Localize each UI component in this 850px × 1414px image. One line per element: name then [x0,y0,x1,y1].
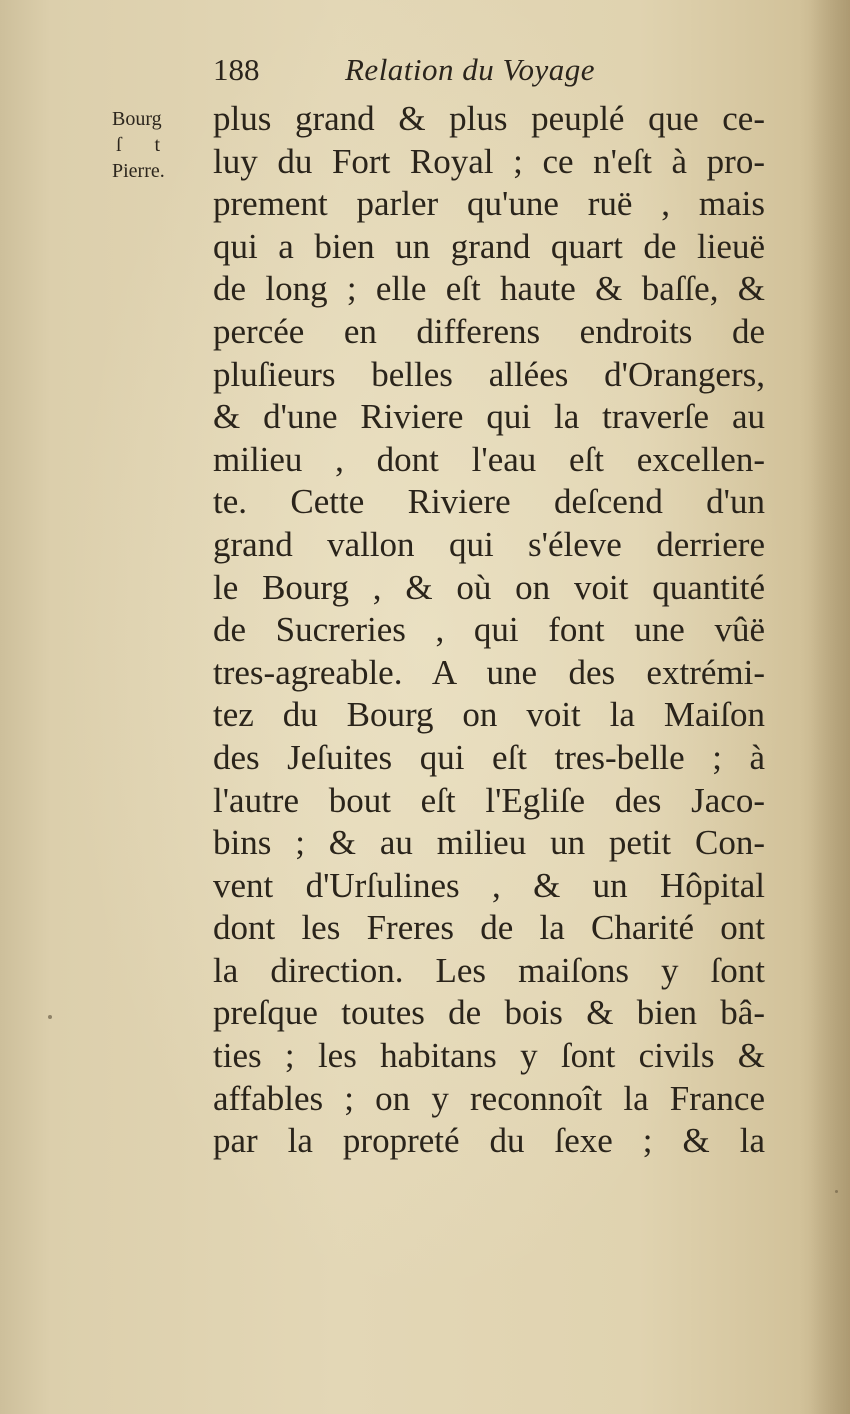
page-header [213,52,643,96]
margin-note-line: Pierre. [112,160,165,182]
text-line: dont les Freres de la Charité ont [213,908,765,948]
text-line: preſque toutes de bois & bien bâ- [213,993,765,1033]
text-line: tez du Bourg on voit la Maiſon [213,695,765,735]
text-line: te. Cette Riviere deſcend d'un [213,482,765,522]
text-line: & d'une Riviere qui la traverſe au [213,397,765,437]
text-line: le Bourg , & où on voit quantité [213,567,765,607]
running-head: Relation du Voyage [345,52,596,87]
text-line: pluſieurs belles allées d'Orangers, [213,354,765,394]
text-line: percée en differens endroits de [213,311,765,351]
text-line: l'autre bout eſt l'Egliſe des Jaco- [213,780,765,820]
body-text [213,98,765,1163]
paper-speck [835,1190,838,1193]
paper-speck [48,1015,52,1019]
text-line: bins ; & au milieu un petit Con- [213,823,765,863]
text-line: la direction. Les maiſons y ſont [213,950,765,990]
text-line: de Sucreries , qui font une vûë [213,610,765,650]
text-line: grand vallon qui s'éleve derriere [213,524,765,564]
text-line: luy du Fort Royal ; ce n'eſt à pro- [213,141,765,181]
margin-note [112,106,207,184]
text-line: tres-agreable. A une des extrémi- [213,652,765,692]
text-line: des Jeſuites qui eſt tres-belle ; à [213,737,765,777]
text-line: affables ; on y reconnoît la France [213,1078,765,1118]
margin-note-line: Bourg [112,108,162,130]
text-line: plus grand & plus peuplé que ce- [213,99,765,138]
text-line: vent d'Urſulines , & un Hôpital [213,865,765,905]
margin-note-line: ſ t [116,134,175,156]
text-line: de long ; elle eſt haute & baſſe, & [213,269,765,309]
text-line: par la propreté du ſexe ; & la [213,1121,765,1161]
page-number: 188 [213,52,260,87]
text-line: ties ; les habitans y ſont civils & [213,1036,765,1076]
text-line: qui a bien un grand quart de lieuë [213,226,765,266]
text-line: milieu , dont l'eau eſt excellen- [213,439,765,479]
text-line: prement parler qu'une ruë , mais [213,184,765,224]
